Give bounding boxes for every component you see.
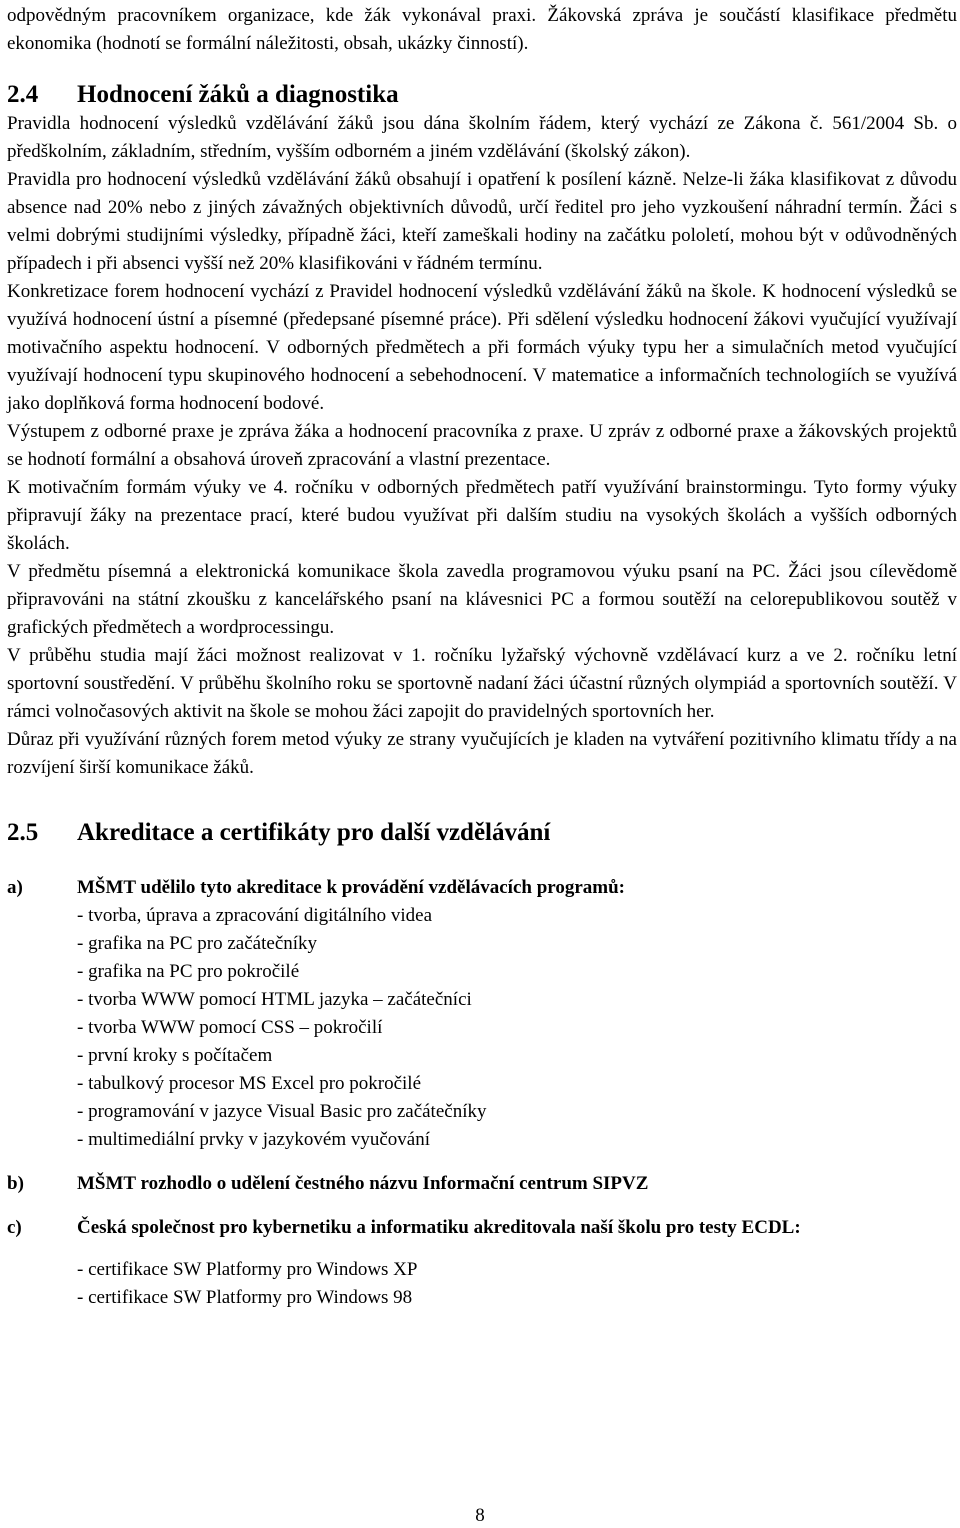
item-c-label: c) [7, 1217, 22, 1238]
list-item: - tabulkový procesor MS Excel pro pokročilé [77, 1073, 422, 1094]
document-page [7, 0, 957, 1312]
accreditation-item-a [7, 874, 957, 1154]
item-b-title: MŠMT rozhodlo o udělení čestného názvu Informační centrum SIPVZ [77, 1173, 649, 1194]
list-item: - grafika na PC pro začátečníky [77, 933, 318, 954]
item-a-label: a) [7, 877, 23, 898]
list-item: - tvorba WWW pomocí HTML jazyka – začátečníci [77, 989, 472, 1010]
list-item: - certifikace SW Platformy pro Windows 98 [77, 1287, 413, 1308]
section-2-4-paragraph-6: V předmětu písemná a elektronická komunikace škola zavedla programovou výuku psaní na PC. Žáci jsou cílevědomě připravováni na státní zkoušku z kancelářského psaní na klávesnici PC a formou soutěží na celorepublikovou soutěž v grafických předmětech a wordprocessingu. [7, 561, 957, 638]
section-2-4-paragraph-2: Pravidla pro hodnocení výsledků vzdělávání žáků obsahují i opatření k posílení kázně. Nelze-li žáka klasifikovat z důvodu absence nad 20% nebo z jiných závažných objektivních důvodů, určí ředitel pro jeho vyzkoušení náhradní termín. Žáci s velmi dobrými studijními výsledky, případně žáci, kteří zameškali hodiny na začátku pololetí, mohou být v odůvodněných případech i při absenci vyšší než 20% klasifikováni v řádném termínu. [7, 169, 957, 274]
section-2-4-paragraph-4: Výstupem z odborné praxe je zpráva žáka a hodnocení pracovníka z praxe. U zpráv z odborné praxe a žákovských projektů se hodnotí formální a obsahová úroveň zpracování a vlastní prezentace. [7, 421, 957, 470]
accreditation-list [77, 902, 957, 1154]
section-2-4-paragraph-3: Konkretizace forem hodnocení vychází z Pravidel hodnocení výsledků vzdělávání žáků na škole. K hodnocení výsledků se využívá hodnocení ústní a písemné (předepsané písemné práce). Při sdělení výsledku hodnocení žákovi vyučující využívají motivačního aspektu hodnocení. V odborných předmětech a při formách výuky typu her a simulačních metod vyučující využívají hodnocení typu skupinového hodnocení a sebehodnocení. V matematice a informačních technologiích se využívá jako doplňková forma hodnocení bodové. [7, 281, 957, 414]
list-item: - grafika na PC pro pokročilé [77, 961, 300, 982]
list-item: - programování v jazyce Visual Basic pro začátečníky [77, 1101, 487, 1122]
accreditation-item-b [7, 1170, 957, 1198]
section-2-5-heading [7, 818, 957, 848]
section-2-5-number: 2.5 [7, 819, 39, 846]
section-2-5-title: Akreditace a certifikáty pro další vzdělávání [77, 819, 551, 846]
list-item: - první kroky s počítačem [77, 1045, 273, 1066]
section-2-4-paragraph-7: V průběhu studia mají žáci možnost realizovat v 1. ročníku lyžařský výchovně vzdělávací kurz a ve 2. ročníku letní sportovní soustředění. V průběhu školního roku se sportovně nadaní žáci účastní různých olympiád a sportovních soutěží. V rámci volnočasových aktivit na škole se mohou žáci zapojit do pravidelných sportovních her. [7, 645, 957, 722]
section-2-4-number: 2.4 [7, 81, 39, 108]
intro-paragraph: odpovědným pracovníkem organizace, kde žák vykonával praxi. Žákovská zpráva je součástí klasifikace předmětu ekonomika (hodnotí se formální náležitosti, obsah, ukázky činností). [7, 5, 957, 54]
list-item: - tvorba, úprava a zpracování digitálního videa [77, 905, 433, 926]
list-item: - certifikace SW Platformy pro Windows XP [77, 1259, 418, 1280]
certification-list [77, 1256, 957, 1312]
item-c-title: Česká společnost pro kybernetiku a informatiku akreditovala naší školu pro testy ECDL: [77, 1217, 801, 1238]
list-item: - tvorba WWW pomocí CSS – pokročilí [77, 1017, 383, 1038]
section-2-4-paragraph-5: K motivačním formám výuky ve 4. ročníku v odborných předmětech patří využívání brainstormingu. Tyto formy výuky připravují žáky na prezentace prací, které budou využívat při dalším studiu na vysokých školách a vyšších odborných školách. [7, 477, 957, 554]
item-a-title: MŠMT udělilo tyto akreditace k provádění vzdělávacích programů: [77, 877, 626, 898]
page-number: 8 [475, 1505, 485, 1526]
section-2-4-heading [7, 80, 957, 110]
list-item: - multimediální prvky v jazykovém vyučování [77, 1129, 431, 1150]
section-2-4-paragraph-8: Důraz při využívání různých forem metod výuky ze strany vyučujících je kladen na vytváření pozitivního klimatu třídy a na rozvíjení širší komunikace žáků. [7, 729, 957, 778]
accreditation-item-c [7, 1214, 957, 1312]
item-b-label: b) [7, 1173, 24, 1194]
section-2-4-paragraph-1: Pravidla hodnocení výsledků vzdělávání žáků jsou dána školním řádem, který vychází ze Zákona č. 561/2004 Sb. o předškolním, základním, středním, vyšším odborném a jiném vzdělávání (školský zákon). [7, 113, 957, 162]
section-2-4-title: Hodnocení žáků a diagnostika [77, 81, 399, 108]
